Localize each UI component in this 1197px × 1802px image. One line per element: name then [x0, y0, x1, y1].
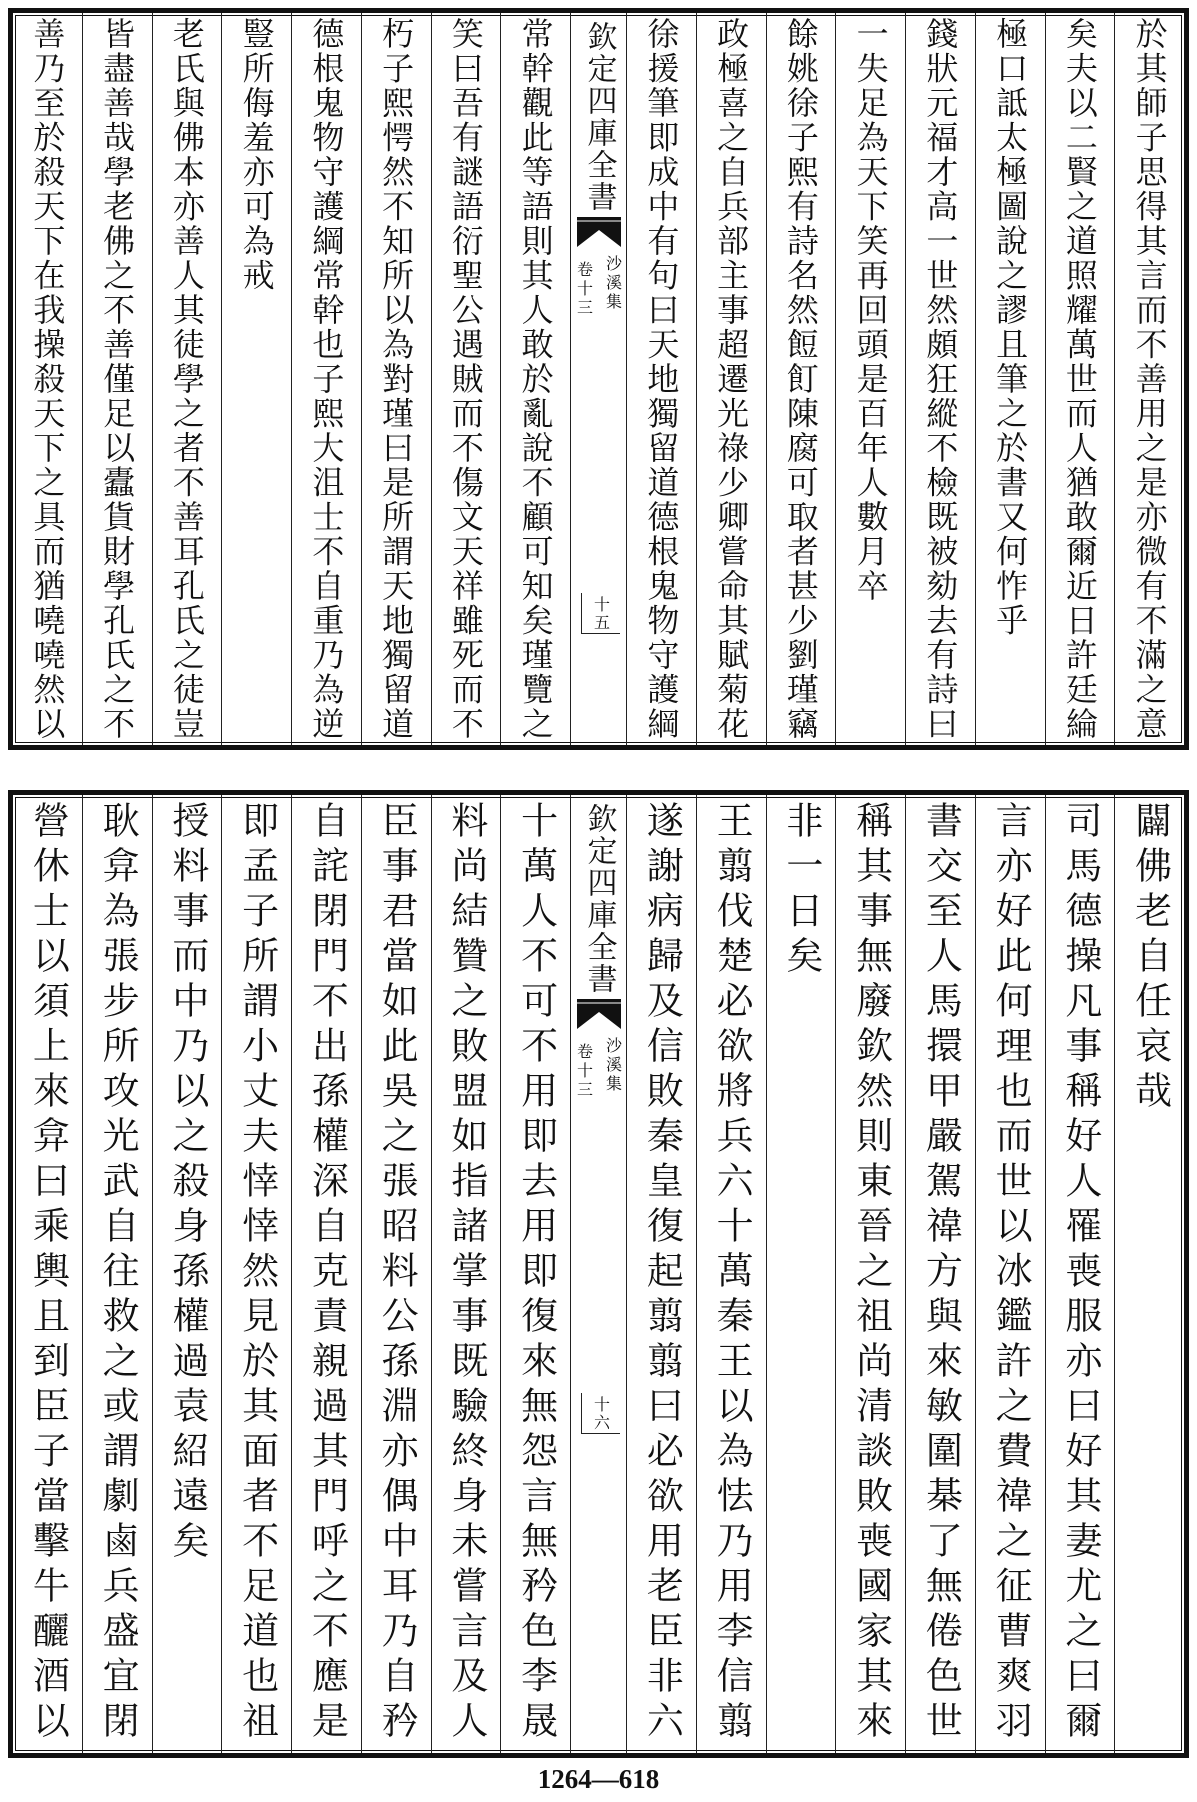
volume-label: 卷十三	[574, 261, 594, 318]
text-column	[13, 795, 82, 1753]
column-text: 自詫閉門不出孫權深自克責親過其門呼之不應是	[305, 801, 349, 1746]
column-text: 一失足為天下笑再回頭是百年人數月卒	[851, 17, 890, 604]
column-text: 常幹觀此等語則其人敢於亂說不顧可知矣瑾覽之	[516, 17, 555, 742]
text-column	[361, 13, 431, 745]
column-text: 料尚結贊之敗盟如指諸掌事既驗終身未嘗言及人	[444, 801, 488, 1746]
text-column	[82, 795, 152, 1753]
bottom-page-frame	[8, 790, 1189, 1758]
text-column	[835, 13, 905, 745]
text-column	[835, 795, 905, 1753]
text-column	[905, 13, 975, 745]
text-column	[152, 13, 222, 745]
column-text: 稱其事無廢欽然則東晉之祖尚清談敗喪國家其來	[849, 801, 893, 1746]
leaf-number-box	[581, 1393, 620, 1434]
text-column	[975, 13, 1045, 745]
column-text: 言亦好此何理也而世以冰鑑許之費禕之征曹爽羽	[989, 801, 1033, 1746]
column-text: 耿弇為張步所攻光武自往救之或謂劇鹵兵盛宜閉	[96, 801, 140, 1746]
fish-tail-mark	[577, 999, 621, 1029]
column-text: 德根鬼物守護綱常幹也子熙大沮士不自重乃為逆	[307, 17, 346, 742]
text-column	[626, 13, 696, 745]
column-text: 政極喜之自兵部主事超遷光祿少卿嘗命其賦菊花	[712, 17, 751, 742]
column-text: 朽子熙愕然不知所以為對瑾曰是所謂天地獨留道	[377, 17, 416, 742]
column-text: 錢狀元福才高一世然頗狂縱不檢既被劾去有詩曰	[921, 17, 960, 742]
text-column	[431, 795, 501, 1753]
column-text: 老氏與佛本亦善人其徒學之者不善耳孔氏之徒豈	[167, 17, 206, 742]
leaf-number-box	[581, 593, 620, 634]
text-column	[152, 795, 222, 1753]
column-text: 矣夫以二賢之道照耀萬世而人猶敢爾近日許廷綸	[1060, 17, 1099, 742]
text-column	[1114, 13, 1184, 745]
text-column	[500, 13, 570, 745]
banxin-title: 欽定四庫全書	[581, 21, 617, 213]
banxin-labels	[573, 255, 625, 318]
text-column	[975, 795, 1045, 1753]
text-column	[766, 13, 836, 745]
leaf-number: 十五	[591, 596, 611, 632]
column-text: 非一日矣	[779, 801, 823, 981]
text-column	[291, 13, 361, 745]
page-number: 1264—618	[537, 1764, 660, 1794]
text-column	[1045, 13, 1115, 745]
text-column	[361, 795, 431, 1753]
text-column	[905, 795, 975, 1753]
text-column	[221, 13, 291, 745]
text-column	[1114, 795, 1184, 1753]
book-title: 沙溪集	[603, 255, 623, 312]
column-text: 徐援筆即成中有句曰天地獨留道德根鬼物守護綱	[642, 17, 681, 742]
column-text: 書交至人馬擐甲嚴駕禕方與來敏圍棊了無倦色世	[919, 801, 963, 1746]
column-text: 於其師子思得其言而不善用之是亦微有不滿之意	[1130, 17, 1169, 742]
banxin-labels	[573, 1037, 625, 1100]
text-column	[696, 13, 766, 745]
text-column	[696, 795, 766, 1753]
text-column	[500, 795, 570, 1753]
text-column	[626, 795, 696, 1753]
column-text: 臣事君當如此吳之張昭料公孫淵亦偶中耳乃自矜	[375, 801, 419, 1746]
banxin-center-column	[570, 795, 626, 1753]
column-text: 營休士以須上來弇曰乘輿且到臣子當擊牛釃酒以	[26, 801, 70, 1746]
column-text: 闢佛老自任哀哉	[1128, 801, 1172, 1116]
column-text: 即孟子所謂小丈夫悻悻然見於其面者不足道也祖	[235, 801, 279, 1746]
column-text: 皆盡善哉學老佛之不善僅足以蠹貨財學孔氏之不	[98, 17, 137, 742]
text-column	[221, 795, 291, 1753]
text-column	[766, 795, 836, 1753]
column-text: 笑曰吾有謎語衍聖公遇賊而不傷文天祥雖死而不	[446, 17, 485, 742]
fish-tail-mark	[577, 217, 621, 247]
book-title: 沙溪集	[603, 1037, 623, 1094]
text-column	[431, 13, 501, 745]
column-text: 餘姚徐子熙有詩名然餖飣陳腐可取者甚少劉瑾竊	[781, 17, 820, 742]
column-text: 善乃至於殺天下在我操殺天下之具而猶嘵嘵然以	[28, 17, 67, 742]
banxin-center-column	[570, 13, 626, 745]
leaf-number: 十六	[591, 1396, 611, 1432]
column-text: 王翦伐楚必欲將兵六十萬秦王以為怯乃用李信翦	[710, 801, 754, 1746]
column-text: 極口詆太極圖說之謬且筆之於書又何怍乎	[991, 17, 1030, 638]
top-page-frame	[8, 8, 1189, 750]
text-column	[1045, 795, 1115, 1753]
column-text: 司馬德操凡事稱好人罹喪服亦曰好其妻尤之曰爾	[1058, 801, 1102, 1746]
banxin-title: 欽定四庫全書	[581, 803, 617, 995]
column-text: 遂謝病歸及信敗秦皇復起翦翦曰必欲用老臣非六	[640, 801, 684, 1746]
text-column	[13, 13, 82, 745]
column-text: 豎所侮羞亦可為戒	[237, 17, 276, 293]
text-column	[291, 795, 361, 1753]
volume-label: 卷十三	[574, 1043, 594, 1100]
column-text: 授料事而中乃以之殺身孫權過袁紹遠矣	[165, 801, 209, 1566]
column-text: 十萬人不可不用即去用即復來無怨言無矜色李晟	[514, 801, 558, 1746]
text-column	[82, 13, 152, 745]
